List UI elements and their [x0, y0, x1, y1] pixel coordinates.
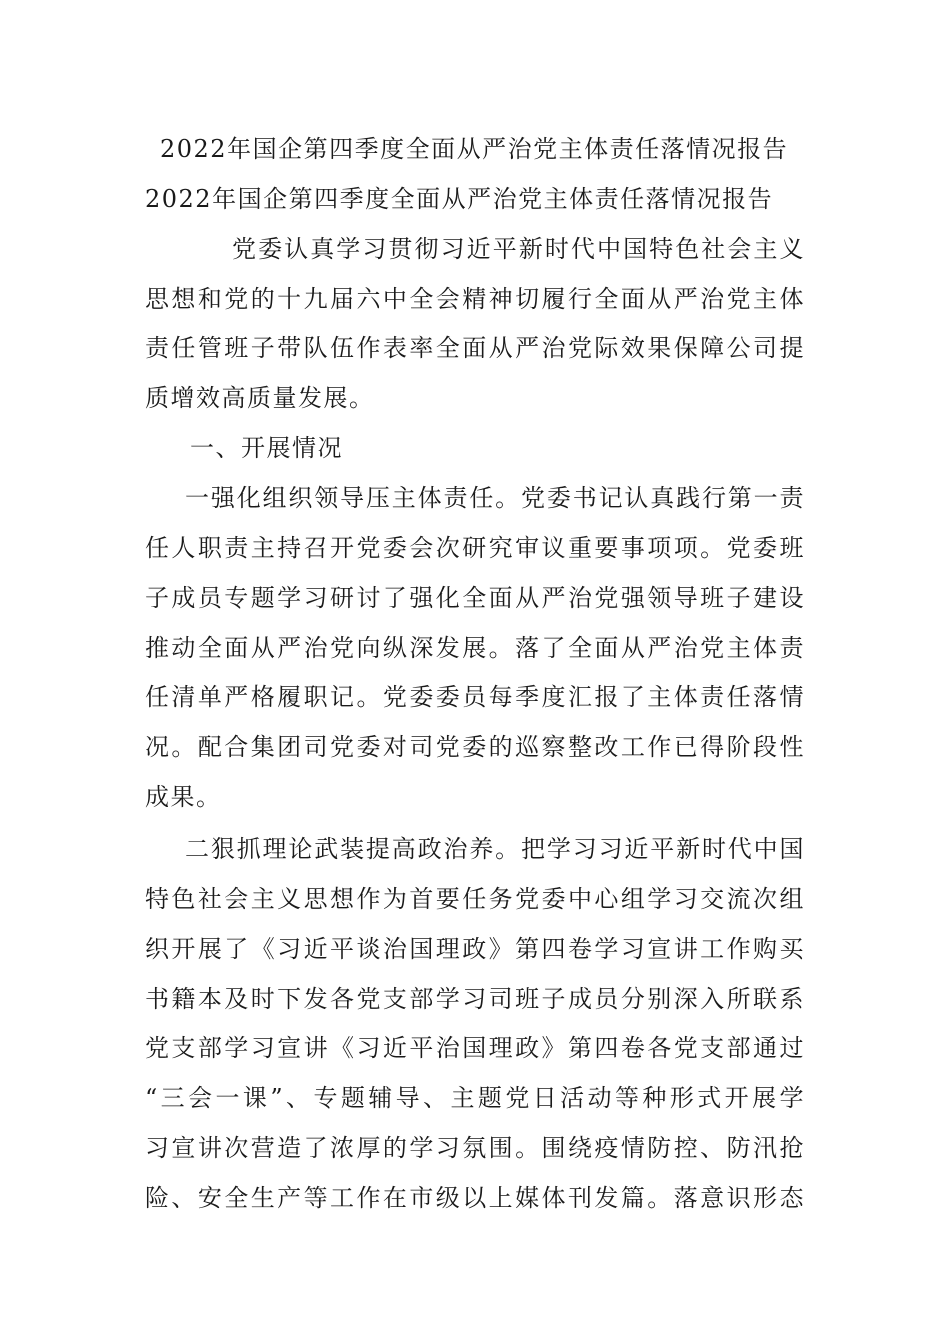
paragraph-organization-leadership — [145, 474, 805, 823]
paragraph-line: 特色社会主义思想作为首要任务党委中心组学习交流次组 — [145, 884, 805, 913]
paragraph-line: 任清单严格履职记。党委委员每季度汇报了主体责任落情 — [145, 683, 805, 712]
paragraph-line: 推动全面从严治党向纵深发展。落了全面从严治党主体责 — [145, 633, 805, 662]
paragraph-line: 习宣讲次营造了浓厚的学习氛围。围绕疫情防控、防汛抢 — [145, 1134, 805, 1163]
section-heading: 一、开展情况 — [190, 434, 343, 463]
document-title-repeat: 2022年国企第四季度全面从严治党主体责任落情况报告 — [145, 184, 774, 213]
paragraph-theory-study — [145, 825, 805, 1224]
paragraph-line: 险、安全生产等工作在市级以上媒体刊发篇。落意识形态 — [145, 1184, 805, 1213]
document-page — [145, 125, 805, 1224]
paragraph-line: 成果。 — [145, 783, 222, 812]
paragraph-line: 任人职责主持召开党委会次研究审议重要事项项。党委班 — [145, 533, 805, 562]
paragraph-line: 况。配合集团司党委对司党委的巡察整改工作已得阶段性 — [145, 733, 805, 762]
paragraph-line: 一强化组织领导压主体责任。党委书记认真践行第一责 — [185, 484, 805, 513]
paragraph-line: 织开展了《习近平谈治国理政》第四卷学习宣讲工作购买 — [145, 934, 805, 963]
paragraph-line: 书籍本及时下发各党支部学习司班子成员分别深入所联系 — [145, 984, 805, 1013]
intro-line: 思想和党的十九届六中全会精神切履行全面从严治党主体 — [145, 284, 805, 313]
intro-line: 质增效高质量发展。 — [145, 384, 375, 413]
paragraph-line: 子成员专题学习研讨了强化全面从严治党强领导班子建设 — [145, 583, 805, 612]
intro-line: 责任管班子带队伍作表率全面从严治党际效果保障公司提 — [145, 334, 805, 363]
intro-line: 党委认真学习贯彻习近平新时代中国特色社会主义 — [232, 234, 805, 263]
document-title: 2022年国企第四季度全面从严治党主体责任落情况报告 — [160, 135, 789, 163]
paragraph-line: 党支部学习宣讲《习近平治国理政》第四卷各党支部通过 — [145, 1034, 805, 1063]
intro-paragraph — [145, 225, 805, 424]
paragraph-line: “三会一课”、专题辅导、主题党日活动等种形式开展学 — [145, 1084, 805, 1113]
paragraph-line: 二狠抓理论武装提高政治养。把学习习近平新时代中国 — [185, 835, 805, 864]
